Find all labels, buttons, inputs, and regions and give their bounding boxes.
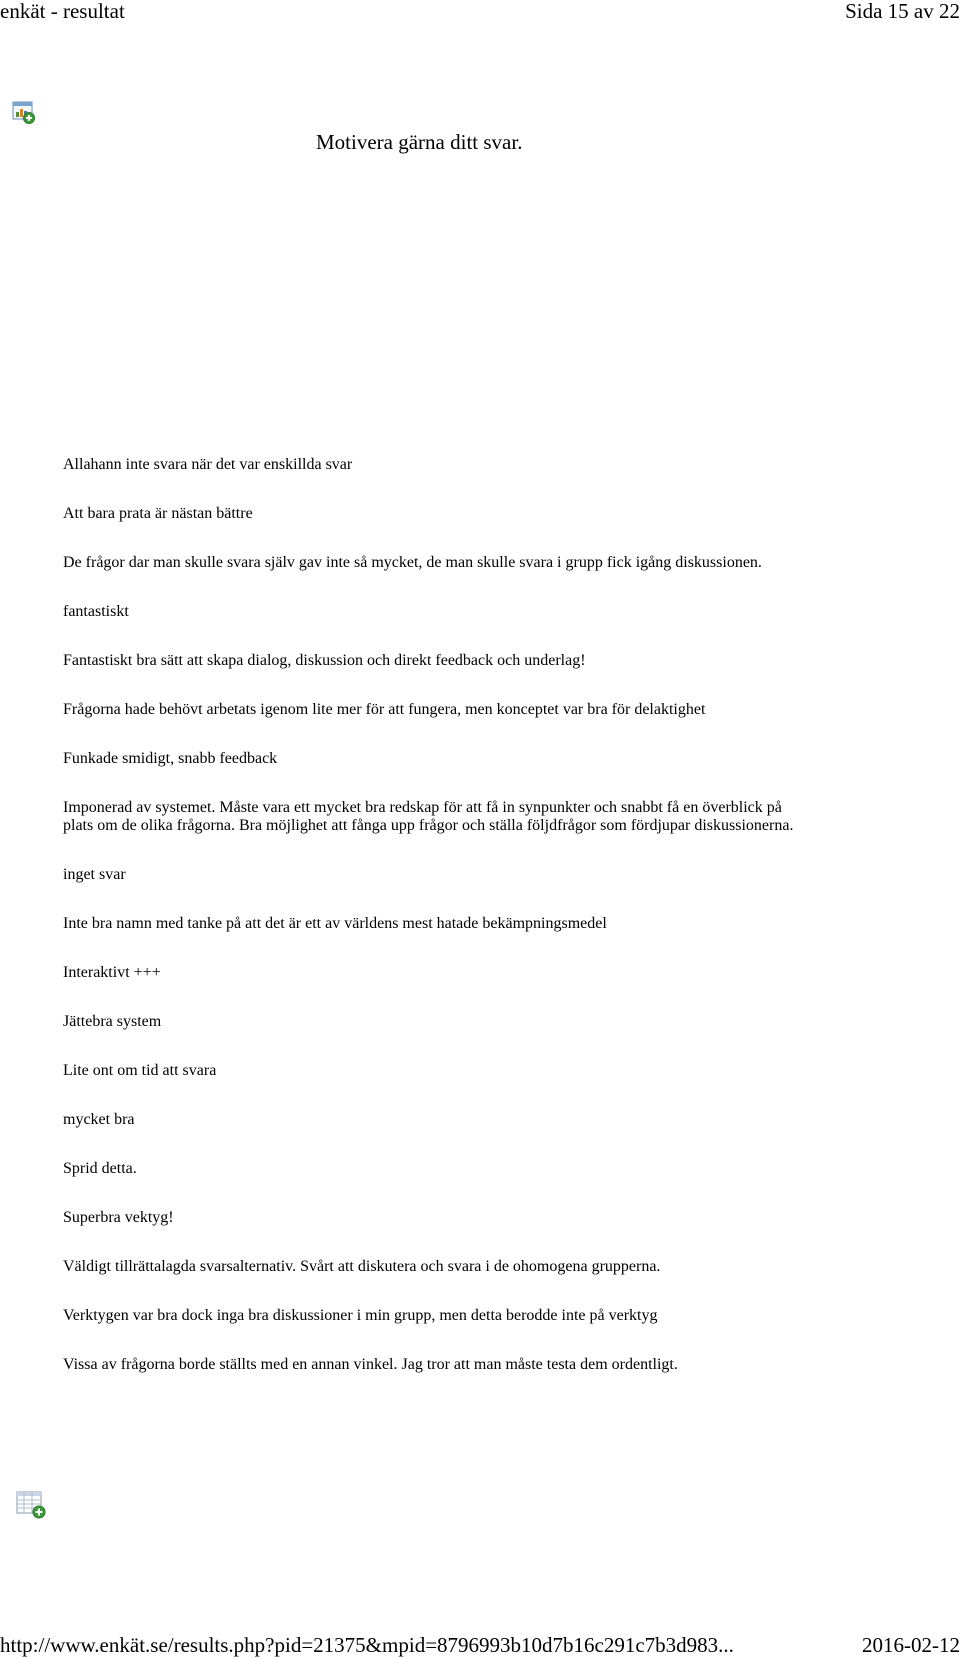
list-item: mycket bra (63, 1111, 135, 1128)
list-item: Sprid detta. (63, 1160, 137, 1177)
list-item: Superbra vektyg! (63, 1209, 174, 1226)
list-item: Inte bra namn med tanke på att det är ett av världens mest hatade bekämpningsmedel (63, 915, 607, 932)
list-item: Verktygen var bra dock inga bra diskussioner i min grupp, men detta berodde inte på verktyg (63, 1307, 658, 1324)
question-text: Motivera gärna ditt svar. (316, 130, 523, 154)
list-item: Interaktivt +++ (63, 964, 161, 981)
chart-add-icon[interactable] (12, 101, 36, 125)
footer-date: 2016-02-12 (862, 1633, 960, 1657)
list-item: Vissa av frågorna borde ställts med en annan vinkel. Jag tror att man måste testa dem ordentligt. (63, 1356, 678, 1373)
list-item: Allahann inte svara när det var enskillda svar (63, 456, 353, 473)
list-item: inget svar (63, 866, 126, 883)
list-item: Frågorna hade behövt arbetats igenom lite mer för att fungera, men konceptet var bra för delaktighet (63, 701, 706, 718)
list-item: Fantastiskt bra sätt att skapa dialog, diskussion och direkt feedback och underlag! (63, 652, 586, 669)
list-item: Väldigt tillrättalagda svarsalternativ. Svårt att diskutera och svara i de ohomogena grupperna. (63, 1258, 661, 1275)
table-add-icon[interactable] (16, 1491, 46, 1519)
list-item: Lite ont om tid att svara (63, 1062, 217, 1079)
list-item: fantastiskt (63, 603, 129, 620)
list-item: Funkade smidigt, snabb feedback (63, 750, 278, 767)
list-item: Imponerad av systemet. Måste vara ett mycket bra redskap för att få in synpunkter och snabbt få en överblick på plats om de olika frågorna. Bra möjlighet att fånga upp frågor och ställa följdfrågor som fördjupar diskussionerna. (63, 799, 794, 834)
page-title: enkät - resultat (0, 0, 125, 23)
list-item: Jättebra system (63, 1013, 162, 1030)
list-item: Att bara prata är nästan bättre (63, 505, 253, 522)
answer-list (63, 456, 803, 1405)
footer-url[interactable]: http://www.enkät.se/results.php?pid=21375&mpid=8796993b10d7b16c291c7b3d983... (0, 1633, 734, 1657)
list-item: De frågor dar man skulle svara själv gav inte så mycket, de man skulle svara i grupp fick igång diskussionen. (63, 554, 762, 571)
page-indicator: Sida 15 av 22 (845, 0, 960, 23)
